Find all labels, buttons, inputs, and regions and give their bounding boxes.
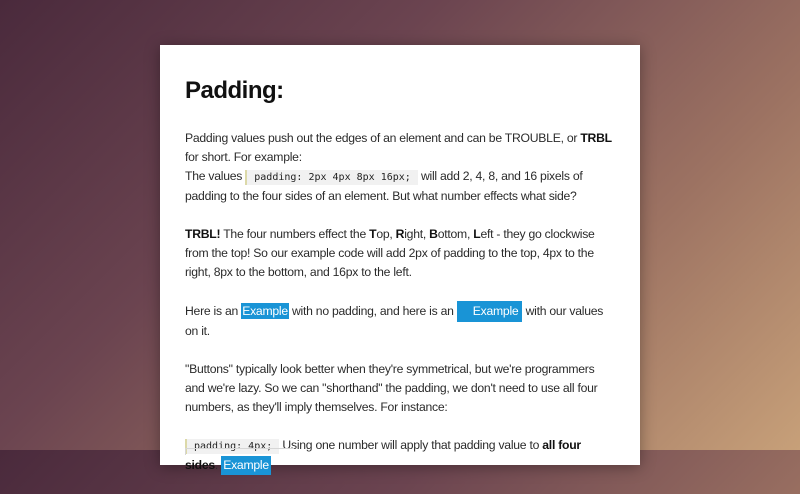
examples-text-2: with no padding, and here is an [288,304,457,318]
trbl-text-5: eft - they go clockwise from the top! So our example code will add 2px of padding to the top, 4px to the right, 8px to the bottom, and 16px to the left. [185,227,595,279]
letter-l: L [473,227,481,241]
values-suffix-text: will add 2, 4, 8, and 16 pixels of padding to the four sides of an element. But what number effects what side? [185,169,583,203]
article [185,75,617,494]
examples-text-3: with our values on it. [185,304,604,338]
paragraph-intro [185,129,617,206]
content-card [160,45,640,472]
intro-text: Padding values push out the edges of an element and can be TROUBLE, or [185,131,581,145]
example-button-4px[interactable]: Example [221,456,271,475]
padding-code-sample: padding: 2px 4px 8px 16px; [245,170,418,185]
trbl-text-2: op, [376,227,396,241]
example-button-no-padding[interactable]: Example [242,304,288,318]
all-four-sides-bold: all four sides [185,438,581,472]
trbl-lead: TRBL! [185,227,221,241]
trbl-text-3: ight, [404,227,430,241]
paragraph-examples [185,301,617,341]
trbl-text-4: ottom, [437,227,474,241]
next-code-block-edge [185,448,294,455]
trbl-text-1: The four numbers effect the [220,227,370,241]
paragraph-trbl [185,225,617,282]
padding-shorthand-code: padding: 4px; [185,439,279,454]
intro-after-text: for short. For example: [185,150,302,164]
one-value-text-2: . [214,458,222,472]
letter-r: R [395,227,405,241]
one-value-text-1: Using one number will apply that padding value to [279,438,543,452]
paragraph-shorthand: "Buttons" typically look better when they're symmetrical, but we're programmers and we're lazy. So we can "shorthand" the padding, we don't need to use all four numbers, as they'll imply themselves. For instance: [185,362,598,414]
page-title: Padding: [185,77,284,104]
values-prefix-text: The values [185,169,246,183]
examples-text-1: Here is an [185,304,242,318]
letter-t: T [369,227,377,241]
paragraph-one-value [185,436,617,475]
trbl-bold: TRBL [580,131,612,145]
letter-b: B [429,227,438,241]
example-button-padded[interactable]: Example [457,301,523,322]
